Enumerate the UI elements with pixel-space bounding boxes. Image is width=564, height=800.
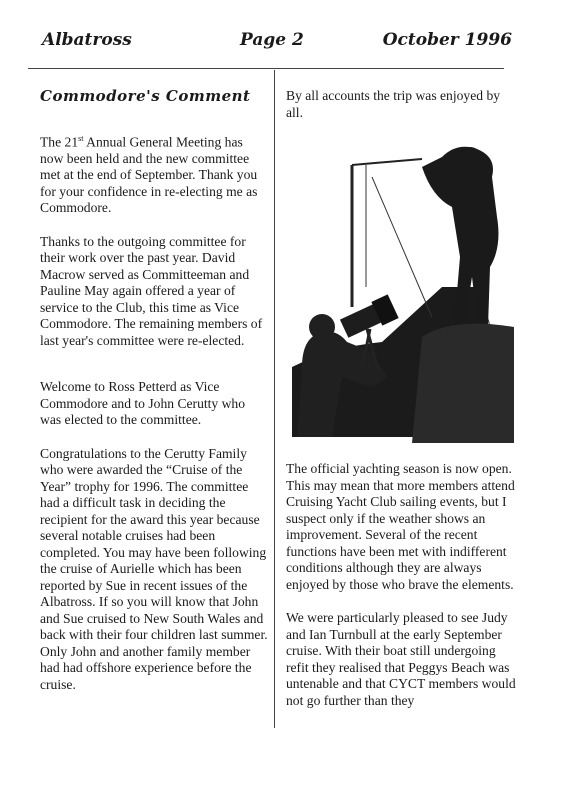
paragraph-turnbull: We were particularly pleased to see Judy and Ian Turnbull at the early September cruise. With their boat still undergoing refit they realised that Peggys Beach was untenable and that CYCT members would not go further than they (286, 610, 516, 708)
paragraph-thanks: Thanks to the outgoing committee for their work over the past year. David Macrow served as Committeeman and Pauline May again offered a year of service to the Club, this time as Vice Commodore. The remaining members of last year's committee were re-elected. (40, 233, 263, 348)
column-divider (274, 70, 275, 728)
sailing-photo-image (292, 137, 514, 443)
left-column (40, 88, 268, 710)
agm-text-end: Annual General Meeting has now been held and the new committee met at the end of September. Thank you for your confidence in re-electing me as Commodore. (40, 134, 258, 216)
paragraph-welcome: Welcome to Ross Petterd as Vice Commodore and to John Cerutty who was elected to the committee. (40, 379, 246, 428)
section-title: Commodore's Comment (40, 87, 251, 105)
newsletter-title: Albatross (42, 30, 132, 50)
sailing-photo (292, 137, 514, 443)
paragraph-agm (40, 131, 268, 217)
paragraph-season: The official yachting season is now open. This may mean that more members attend Cruising Yacht Club sailing events, but I suspect only if the weather shows an improvement. Several of the recent functions have been met with indifferent conditions although they are always enjoyed by those who brave the elements. (286, 461, 515, 592)
page-header (42, 30, 512, 56)
right-column (286, 88, 516, 726)
issue-date: October 1996 (382, 30, 512, 50)
paragraph-trip: By all accounts the trip was enjoyed by all. (286, 88, 501, 120)
paragraph-congratulations: Congratulations to the Cerutty Family who were awarded the “Cruise of the Year” trophy for 1996. The committee had a difficult task in deciding the recipient for the award this year because several notable cruises had been completed. You may have been following the cruise of Aurielle which has been reported by Sue in recent issues of the Albatross. If so you will know that John and Sue cruised to New South Wales and back with their four children last summer. Only John and another family member had had offshore experience before the cruise. (40, 445, 268, 692)
ordinal-suffix: st (78, 133, 84, 143)
page-number: Page 2 (240, 30, 304, 50)
agm-text-start: The 21 (40, 134, 79, 150)
header-divider (28, 68, 504, 69)
